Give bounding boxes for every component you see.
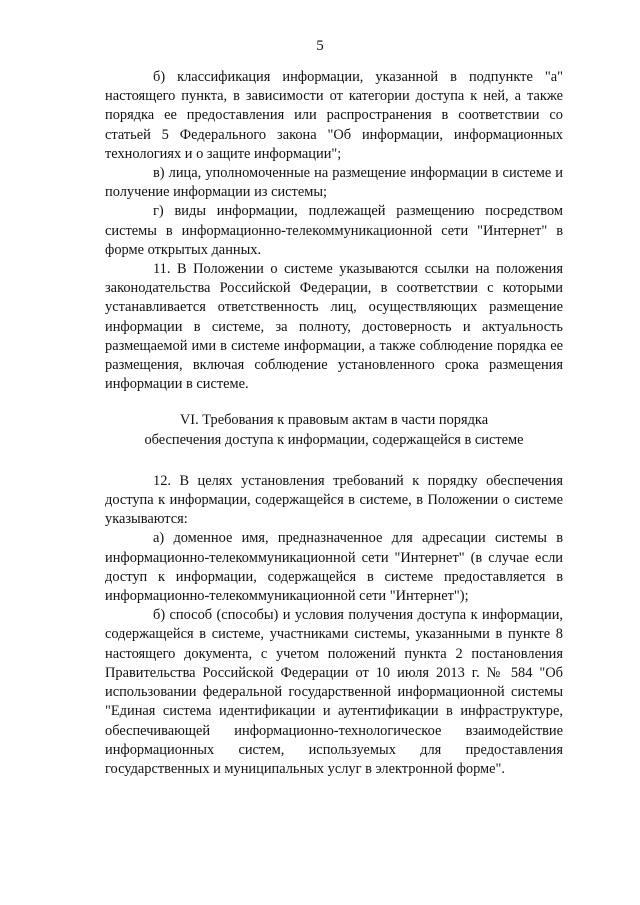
section-heading <box>105 411 563 449</box>
section-heading-line-2: обеспечения доступа к информации, содержащейся в системе <box>144 431 524 448</box>
paragraph-12-requirements: 12. В целях установления требований к порядку обеспечения доступа к информации, содержащейся в системе, в Положении о системе указываются: <box>105 472 563 528</box>
document-body <box>105 68 563 779</box>
paragraph-a-domain: а) доменное имя, предназначенное для адресации системы в информационно-телекоммуникационной сети "Интернет" (в случае если доступ к информации, содержащейся в системе предоставляется в информационно-телекоммуникационной сети "Интернет"); <box>105 530 563 605</box>
page-number: 5 <box>316 38 324 54</box>
paragraph-v-persons: в) лица, уполномоченные на размещение информации в системе и получение информации из системы; <box>105 165 563 201</box>
section-heading-line-1: VI. Требования к правовым актам в части порядка <box>179 412 489 429</box>
paragraph-b-access-methods: б) способ (способы) и условия получения доступа к информации, содержащейся в системе, участниками системы, указанными в пункте 8 настоящего документа, с учетом положений пункта 2 постановления Правительства Российской Федерации от 10 июля 2013 г. № 584 "Об использовании федеральной государственной информационной системы "Единая система идентификации и аутентификации в инфраструктуре, обеспечивающей информационно-технологическое взаимодействие информационных систем, используемых для предоставления государственных и муниципальных услуг в электронной форме". <box>105 607 563 777</box>
paragraph-g-open-data: г) виды информации, подлежащей размещению посредством системы в информационно-телекоммуникационной сети "Интернет" в форме открытых данных. <box>105 203 563 258</box>
paragraph-b-classification: б) классификация информации, указанной в подпункте "а" настоящего пункта, в зависимости от категории доступа к ней, а также порядка ее предоставления или распространения в соответствии со статьей 5 Федерального закона "Об информации, информационных технологиях и о защите информации"; <box>105 69 563 162</box>
paragraph-11-legislation: 11. В Положении о системе указываются ссылки на положения законодательства Российской Федерации, в соответствии с которыми устанавливается ответственность лиц, осуществляющих размещение информации в системе, за полноту, достоверность и актуальность размещаемой ими в системе информации, а также соблюдение порядка ее размещения, включая соблюдение установленного срока размещения информации в системе. <box>105 261 563 393</box>
